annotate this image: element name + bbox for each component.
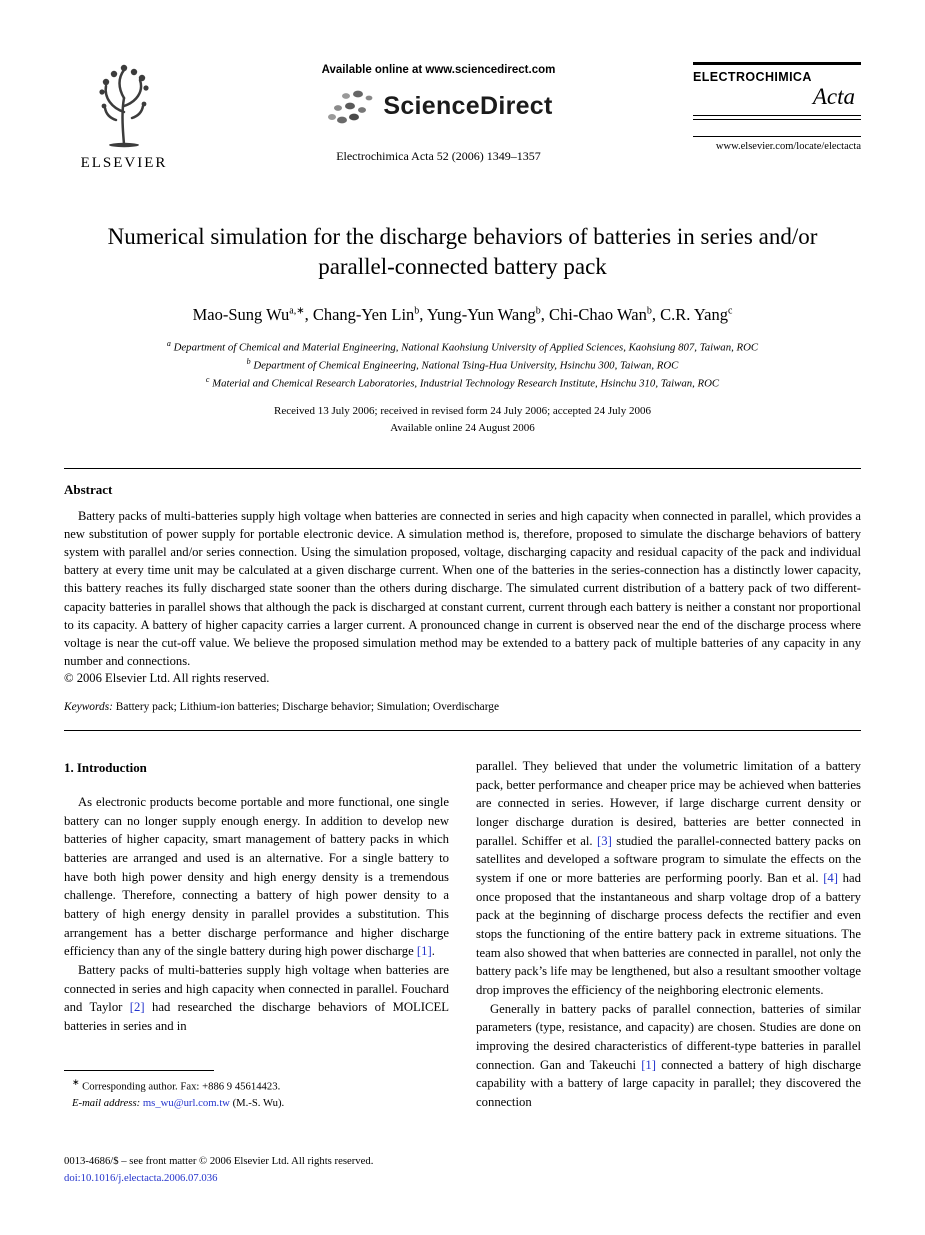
paragraph-text: . (431, 944, 435, 959)
citation-link[interactable]: [4] (823, 871, 838, 886)
paragraph (64, 961, 449, 1036)
doi-link[interactable]: doi:10.1016/j.electacta.2006.07.036 (64, 1171, 218, 1184)
body-columns (64, 757, 861, 1112)
sciencedirect-logo (324, 86, 552, 126)
author-sup: b (535, 305, 541, 317)
article-dates (64, 403, 861, 438)
author-name: Chi-Chao Wan (549, 304, 647, 324)
elsevier-logo-block (64, 62, 184, 172)
author (549, 305, 660, 324)
received-dates: Received 13 July 2006; received in revised form 24 July 2006; accepted 24 July 2006 (274, 404, 651, 417)
right-column (476, 757, 861, 1112)
email-link[interactable]: ms_wu@url.com.tw (142, 1097, 230, 1110)
journal-title-line2: Acta (812, 84, 855, 109)
abstract-heading: Abstract (64, 481, 113, 497)
paragraph-text: connected a battery of high discharge capability with a battery of large capacity in parallel; they discovered the connection (476, 1057, 861, 1110)
affiliation-text: Material and Chemical Research Laboratories, Industrial Technology Research Institute, Hsinchu 310, Taiwan, ROC (212, 377, 720, 390)
elsevier-tree-icon (88, 62, 160, 148)
journal-citation: Electrochimica Acta 52 (2006) 1349–1357 (336, 149, 541, 163)
header (64, 62, 861, 172)
author-separator: , (651, 304, 661, 324)
affiliation-sup: c (205, 375, 210, 385)
author-sup: a,∗ (289, 305, 305, 317)
keywords-label: Keywords: (64, 701, 113, 714)
author-sup: b (414, 305, 420, 317)
available-online-date: Available online 24 August 2006 (390, 422, 535, 435)
copyright-line: © 2006 Elsevier Ltd. All rights reserved. (64, 671, 270, 686)
author (193, 305, 313, 324)
affiliation-text: Department of Chemical Engineering, National Tsing-Hua University, Hsinchu 300, Taiwan, ROC (253, 359, 679, 372)
paragraph-text: had researched the discharge behaviors of MOLICEL batteries in series and in (64, 1000, 449, 1034)
author-sup: b (646, 305, 652, 317)
author (660, 305, 732, 324)
author (427, 305, 549, 324)
footnote (64, 1060, 449, 1112)
affiliation (64, 338, 861, 356)
abstract-bottom-rule (64, 730, 861, 731)
sciencedirect-dots-icon (324, 86, 376, 126)
keywords-line (64, 701, 861, 713)
paragraph-text: As electronic products become portable and more functional, one single battery can no longer supply enough energy. In addition to develop new batteries of higher capacity, smart management of battery packs in which batteries are arranged and used is an alternative. For a single battery to have both high power density and high energy density is a tremendous challenge. Therefore, connecting a battery of high power density to a battery of high energy density in parallel provides a substitution. This arrangement has a better discharge performance and higher discharge efficiency than any of the single battery during high power discharge (64, 794, 449, 959)
affiliation (64, 356, 861, 374)
paragraph (476, 757, 861, 1000)
footnote-text: Corresponding author. Fax: +886 9 45614423. (79, 1080, 281, 1093)
page-title: Numerical simulation for the discharge behaviors of batteries in series and/or parallel-connected battery pack (107, 224, 818, 280)
affiliation-text: Department of Chemical and Material Engineering, National Kaohsiung University of Applied Sciences, Kaohsiung 807, Taiwan, ROC (173, 341, 759, 354)
journal-logo-rule (693, 115, 861, 120)
author-name: Mao-Sung Wu (192, 304, 290, 324)
header-center (184, 62, 693, 164)
keywords-text: Battery pack; Lithium-ion batteries; Discharge behavior; Simulation; Overdischarge (112, 701, 500, 714)
paragraph (64, 793, 449, 961)
author-name: Yung-Yun Wang (426, 304, 536, 324)
author-sup: c (727, 305, 733, 317)
journal-logo-block (693, 62, 861, 152)
author-name: Chang-Yen Lin (312, 304, 415, 324)
affiliation (64, 374, 861, 392)
affiliation-sup: a (166, 338, 171, 348)
author-separator: , (540, 304, 549, 324)
author-separator: , (419, 304, 427, 324)
paragraph-text: Battery packs of multi-batteries supply high voltage when batteries are connected in series and high capacity when connected in parallel. Fouchard and Taylor (64, 963, 449, 1015)
abstract-text: Battery packs of multi-batteries supply high voltage when batteries are connected in series and high capacity when connected in parallel, which provides a new substitution of power supply for portable electronic device. A simulation method is, therefore, proposed to simulate the discharge behaviors of battery system with parallel and/or series connection. Using the simulation proposed, voltage, discharging capacity and residual capacity of the pack and individual battery at every time unit may be calculated at a given discharge current. When one of the batteries in the series-connection has a distinctly lower capacity, this battery reaches its fully discharged state sooner than the others during discharge. The simulated current distribution of a battery pack of two different-capacity batteries in parallel shows that although the pack is discharged at constant current, current through each battery is neither a constant nor proportional to its capacity. A battery of higher capacity carries a larger current. A pronounced change in current is observed near the end of the discharge process where voltage is near the cut-off value. We believe the proposed simulation method may be extended to a battery pack of multiple batteries of any capacity in any number and connections. (64, 508, 861, 668)
paragraph-text: Generally in battery packs of parallel connection, batteries of similar parameters (type, resistance, and capacity) are chosen. Studies are done on improving the desired characteristics of different-type batteries in parallel connection. Gan and Takeuchi (476, 1001, 861, 1072)
electrochimica-acta-logo (693, 62, 861, 120)
issn-line: 0013-4686/$ – see front matter © 2006 Elsevier Ltd. All rights reserved. (64, 1154, 374, 1167)
authors-line (64, 305, 861, 325)
citation-link[interactable]: [3] (597, 833, 612, 848)
abstract-top-rule (64, 468, 861, 469)
section-heading-introduction: 1. Introduction (64, 761, 147, 776)
paragraph-text: studied the parallel-connected battery packs on satellites and developed a software program to simulate the effects on the system if one or more batteries are performing poorly. Ban et al. (476, 833, 862, 886)
corresponding-author-note (64, 1076, 449, 1095)
fineprint (64, 1153, 373, 1187)
elsevier-logo-text: ELSEVIER (80, 155, 168, 171)
citation-link[interactable]: [1] (641, 1057, 656, 1072)
footnote-divider (64, 1070, 214, 1071)
journal-url: www.elsevier.com/locate/electacta (693, 136, 861, 152)
available-online-text: Available online at www.sciencedirect.com (321, 64, 556, 76)
affiliations (64, 338, 861, 393)
journal-title-line1: ELECTROCHIMICA (693, 70, 812, 84)
footnote-marker: ∗ (72, 1077, 80, 1088)
email-note (64, 1095, 449, 1112)
email-label: E-mail address: (72, 1097, 141, 1110)
sciencedirect-logo-text: ScienceDirect (383, 91, 553, 120)
paragraph (476, 1000, 861, 1112)
left-column (64, 757, 449, 1112)
paragraph-text: had once proposed that the instantaneous and sharp voltage drop of a battery pack at the beginning of discharge process defects the rectifier and even stops the functioning of the entire battery pack in extreme situations. The team also showed that when batteries are connected in parallel, not only the battery pack’s life may be lengthened, but also a resultant smoother voltage drop improves the efficiency of the neighboring electronic elements. (476, 871, 861, 998)
paragraph-text: parallel. They believed that under the volumetric limitation of a battery pack, better performance and cheaper price may be achieved when batteries are connected in series. However, if large discharge current density or longer discharge duration is desired, batteries are better connected in parallel. Schiffer et al. (476, 759, 861, 848)
author-name: C.R. Yang (660, 304, 728, 324)
author (313, 305, 427, 324)
citation-link[interactable]: [2] (129, 1000, 145, 1015)
author-separator: , (304, 304, 313, 324)
affiliation-sup: b (246, 357, 251, 367)
citation-link[interactable]: [1] (416, 944, 432, 959)
email-suffix: (M.-S. Wu). (229, 1097, 285, 1110)
